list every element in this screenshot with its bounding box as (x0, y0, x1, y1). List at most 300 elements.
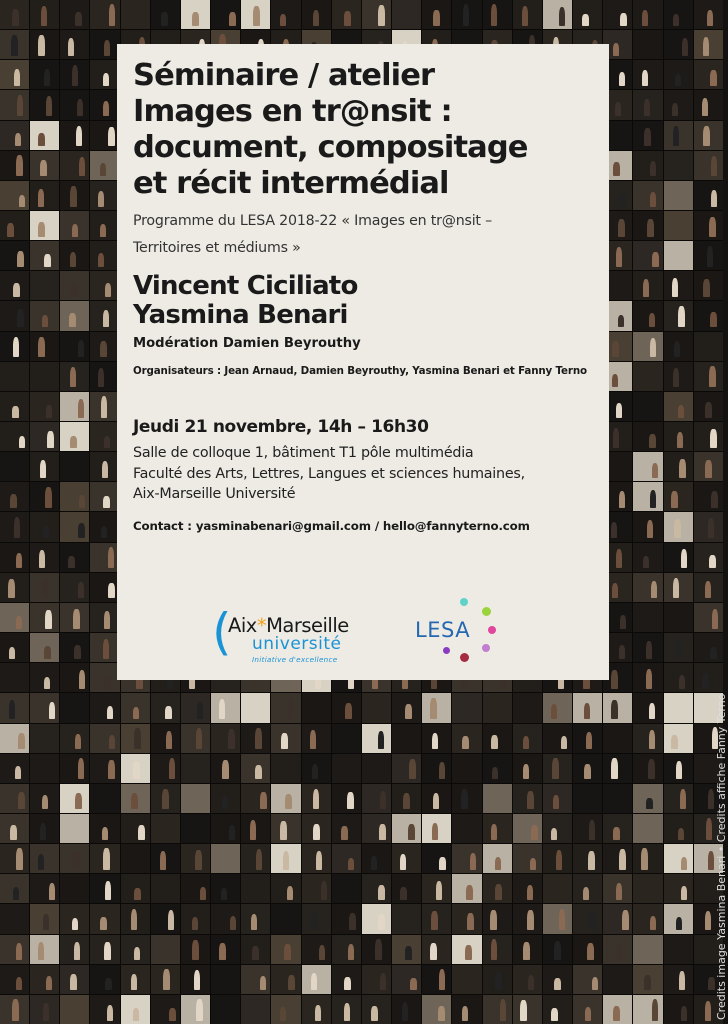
figure-silhouette (646, 641, 652, 659)
figure-silhouette (43, 1003, 49, 1021)
figure-silhouette (7, 223, 13, 236)
figure-silhouette (613, 1006, 619, 1021)
mosaic-photo-tile (664, 452, 693, 481)
figure-silhouette (78, 340, 84, 357)
figure-silhouette (378, 731, 384, 749)
mosaic-photo-tile (362, 965, 391, 994)
mosaic-photo-tile (603, 995, 632, 1024)
mosaic-photo-tile (121, 904, 150, 933)
mosaic-photo-tile (603, 874, 632, 903)
mosaic-photo-tile (302, 693, 331, 722)
mosaic-photo-tile (513, 784, 542, 813)
figure-silhouette (19, 436, 25, 448)
mosaic-photo-tile (633, 633, 662, 662)
mosaic-photo-tile (633, 543, 662, 572)
figure-silhouette (134, 888, 140, 900)
figure-silhouette (9, 700, 15, 719)
mosaic-photo-tile (241, 0, 270, 29)
mosaic-photo-tile (543, 693, 572, 722)
aix-marseille-universite-logo (212, 603, 372, 668)
mosaic-photo-tile (392, 693, 421, 722)
mosaic-photo-tile (0, 392, 29, 421)
mosaic-photo-tile (362, 814, 391, 843)
figure-silhouette (12, 9, 18, 26)
mosaic-photo-tile (0, 633, 29, 662)
mosaic-photo-tile (30, 332, 59, 361)
figure-silhouette (321, 881, 327, 900)
mosaic-photo-tile (543, 874, 572, 903)
mosaic-photo-tile (633, 724, 662, 753)
figure-silhouette (616, 883, 622, 900)
mosaic-photo-tile (121, 965, 150, 994)
mosaic-photo-tile (211, 784, 240, 813)
mosaic-photo-tile (60, 362, 89, 391)
figure-silhouette (462, 1006, 468, 1020)
figure-silhouette (103, 101, 109, 117)
poster-title (133, 58, 593, 202)
mosaic-photo-tile (90, 0, 119, 29)
figure-silhouette (133, 707, 139, 719)
mosaic-photo-tile (90, 181, 119, 210)
figure-silhouette (553, 795, 559, 809)
figure-silhouette (646, 798, 652, 810)
figure-silhouette (341, 826, 347, 839)
mosaic-photo-tile (362, 784, 391, 813)
figure-silhouette (703, 126, 709, 146)
figure-silhouette (70, 367, 76, 387)
mosaic-photo-tile (664, 814, 693, 843)
figure-silhouette (72, 65, 78, 86)
mosaic-photo-tile (241, 693, 270, 722)
figure-silhouette (652, 999, 658, 1020)
mosaic-photo-tile (422, 814, 451, 843)
figure-silhouette (103, 310, 109, 327)
figure-silhouette (612, 583, 618, 599)
mosaic-photo-tile (90, 693, 119, 722)
mosaic-photo-tile (603, 724, 632, 753)
figure-silhouette (75, 12, 81, 25)
figure-silhouette (44, 254, 50, 267)
mosaic-photo-tile (30, 784, 59, 813)
figure-silhouette (44, 646, 50, 659)
figure-silhouette (432, 733, 438, 750)
mosaic-photo-tile (211, 965, 240, 994)
figure-silhouette (100, 341, 106, 357)
figure-silhouette (618, 315, 624, 327)
mosaic-photo-tile (332, 814, 361, 843)
figure-silhouette (551, 828, 557, 840)
mosaic-photo-tile (543, 844, 572, 873)
mosaic-photo-tile (90, 844, 119, 873)
mosaic-photo-tile (90, 965, 119, 994)
mosaic-photo-tile (633, 844, 662, 873)
mosaic-photo-tile (60, 844, 89, 873)
figure-silhouette (592, 977, 598, 991)
figure-silhouette (133, 761, 139, 779)
mosaic-photo-tile (60, 724, 89, 753)
mosaic-photo-tile (573, 0, 602, 29)
lesa-dot-icon (482, 607, 491, 616)
mosaic-photo-tile (633, 512, 662, 541)
mosaic-photo-tile (573, 904, 602, 933)
figure-silhouette (71, 283, 77, 297)
figure-silhouette (559, 7, 565, 26)
figure-silhouette (673, 578, 679, 599)
mosaic-photo-tile (0, 754, 29, 783)
mosaic-photo-tile (633, 814, 662, 843)
figure-silhouette (78, 582, 84, 599)
mosaic-photo-tile (271, 874, 300, 903)
mosaic-photo-tile (332, 874, 361, 903)
figure-silhouette (616, 943, 622, 960)
figure-silhouette (431, 911, 437, 930)
mosaic-photo-tile (694, 60, 723, 89)
figure-silhouette (76, 126, 82, 147)
figure-silhouette (78, 523, 84, 538)
mosaic-photo-tile (633, 90, 662, 119)
figure-silhouette (375, 939, 381, 960)
figure-silhouette (491, 824, 497, 839)
figure-silhouette (45, 610, 51, 629)
figure-silhouette (17, 309, 23, 327)
figure-silhouette (196, 728, 202, 749)
mosaic-photo-tile (60, 392, 89, 421)
figure-silhouette (559, 909, 565, 930)
figure-silhouette (705, 911, 711, 931)
figure-silhouette (405, 704, 411, 719)
amu-universite: université (252, 634, 342, 654)
credits-text: Credits image Yasmina Benari • Credits affiche Fanny Terno (715, 693, 728, 1020)
mosaic-photo-tile (0, 60, 29, 89)
mosaic-photo-tile (694, 663, 723, 692)
figure-silhouette (70, 186, 76, 207)
figure-silhouette (681, 549, 687, 568)
mosaic-photo-tile (543, 935, 572, 964)
figure-silhouette (43, 526, 49, 538)
figure-silhouette (108, 547, 114, 568)
figure-silhouette (556, 850, 562, 870)
figure-silhouette (79, 495, 85, 508)
mosaic-photo-tile (302, 784, 331, 813)
mosaic-photo-tile (694, 90, 723, 119)
mosaic-photo-tile (271, 693, 300, 722)
figure-silhouette (466, 885, 472, 900)
mosaic-photo-tile (0, 844, 29, 873)
mosaic-photo-tile (633, 0, 662, 29)
mosaic-photo-tile (0, 995, 29, 1024)
figure-silhouette (70, 436, 76, 448)
mosaic-photo-tile (60, 965, 89, 994)
figure-silhouette (12, 406, 18, 418)
mosaic-photo-tile (0, 422, 29, 451)
figure-silhouette (288, 697, 294, 719)
mosaic-photo-tile (664, 603, 693, 632)
figure-silhouette (74, 645, 80, 659)
figure-silhouette (73, 852, 79, 870)
mosaic-photo-tile (30, 814, 59, 843)
mosaic-photo-tile (664, 211, 693, 240)
figure-silhouette (344, 1003, 350, 1021)
figure-silhouette (531, 825, 537, 840)
figure-silhouette (646, 669, 652, 688)
mosaic-photo-tile (694, 241, 723, 270)
mosaic-photo-tile (694, 211, 723, 240)
mosaic-photo-tile (302, 995, 331, 1024)
mosaic-photo-tile (30, 181, 59, 210)
figure-silhouette (678, 405, 684, 418)
figure-silhouette (100, 163, 106, 176)
mosaic-photo-tile (0, 271, 29, 300)
figure-silhouette (681, 886, 687, 900)
mosaic-photo-tile (60, 90, 89, 119)
figure-silhouette (313, 789, 319, 810)
mosaic-photo-tile (211, 0, 240, 29)
figure-silhouette (311, 913, 317, 930)
title-line: Séminaire / atelier (133, 58, 435, 93)
mosaic-photo-tile (694, 0, 723, 29)
mosaic-photo-tile (30, 362, 59, 391)
programme-text (133, 208, 593, 262)
figure-silhouette (467, 913, 473, 930)
figure-silhouette (43, 914, 49, 930)
organisers-text: Organisateurs : Jean Arnaud, Damien Beyrouthy, Yasmina Benari et Fanny Terno (133, 365, 587, 377)
mosaic-photo-tile (694, 332, 723, 361)
mosaic-photo-tile (694, 181, 723, 210)
mosaic-photo-tile (0, 181, 29, 210)
figure-silhouette (671, 491, 677, 508)
mosaic-photo-tile (664, 271, 693, 300)
figure-silhouette (194, 970, 200, 990)
figure-silhouette (280, 1007, 286, 1021)
mosaic-photo-tile (30, 633, 59, 662)
figure-silhouette (102, 827, 108, 839)
mosaic-photo-tile (90, 814, 119, 843)
mosaic-photo-tile (422, 754, 451, 783)
mosaic-photo-tile (90, 392, 119, 421)
figure-silhouette (102, 461, 108, 478)
mosaic-photo-tile (543, 724, 572, 753)
mosaic-photo-tile (181, 724, 210, 753)
mosaic-photo-tile (90, 995, 119, 1024)
figure-silhouette (675, 74, 681, 86)
mosaic-photo-tile (422, 874, 451, 903)
amu-name-left: Aix (228, 614, 257, 637)
figure-silhouette (649, 434, 655, 448)
lesa-dot-icon (460, 598, 468, 606)
mosaic-photo-tile (603, 754, 632, 783)
figure-silhouette (103, 73, 109, 86)
mosaic-photo-tile (0, 573, 29, 602)
figure-silhouette (678, 828, 684, 840)
figure-silhouette (707, 246, 713, 267)
figure-silhouette (673, 368, 679, 387)
mosaic-photo-tile (30, 0, 59, 29)
mosaic-photo-tile (241, 995, 270, 1024)
figure-silhouette (104, 40, 110, 56)
figure-silhouette (255, 765, 261, 779)
mosaic-photo-tile (573, 814, 602, 843)
figure-silhouette (615, 102, 621, 116)
mosaic-photo-tile (633, 60, 662, 89)
mosaic-photo-tile (30, 392, 59, 421)
mosaic-photo-tile (362, 935, 391, 964)
figure-silhouette (42, 795, 48, 810)
figure-silhouette (105, 283, 111, 297)
mosaic-photo-tile (513, 965, 542, 994)
figure-silhouette (131, 793, 137, 810)
figure-silhouette (650, 338, 656, 357)
mosaic-photo-tile (332, 844, 361, 873)
figure-silhouette (649, 730, 655, 749)
mosaic-photo-tile (0, 0, 29, 29)
mosaic-photo-tile (211, 995, 240, 1024)
mosaic-photo-tile (332, 784, 361, 813)
figure-silhouette (613, 827, 619, 839)
mosaic-photo-tile (633, 693, 662, 722)
mosaic-photo-tile (422, 724, 451, 753)
figure-silhouette (703, 279, 709, 297)
figure-silhouette (551, 1008, 557, 1021)
mosaic-photo-tile (30, 603, 59, 632)
venue-line: Salle de colloque 1, bâtiment T1 pôle multimédia (133, 445, 474, 461)
mosaic-photo-tile (664, 332, 693, 361)
mosaic-photo-tile (664, 784, 693, 813)
mosaic-photo-tile (151, 693, 180, 722)
mosaic-photo-tile (633, 271, 662, 300)
figure-silhouette (463, 4, 469, 25)
mosaic-photo-tile (90, 573, 119, 602)
figure-silhouette (107, 706, 113, 719)
mosaic-photo-tile (422, 995, 451, 1024)
figure-silhouette (103, 848, 109, 869)
mosaic-photo-tile (60, 543, 89, 572)
figure-silhouette (41, 6, 47, 26)
figure-silhouette (650, 490, 656, 508)
mosaic-photo-tile (181, 935, 210, 964)
mosaic-photo-tile (422, 784, 451, 813)
figure-silhouette (78, 399, 84, 417)
mosaic-photo-tile (483, 904, 512, 933)
figure-silhouette (39, 550, 45, 568)
figure-silhouette (711, 190, 717, 207)
figure-silhouette (192, 917, 198, 930)
mosaic-photo-tile (30, 874, 59, 903)
figure-silhouette (104, 611, 110, 628)
mosaic-photo-tile (603, 904, 632, 933)
figure-silhouette (710, 647, 716, 659)
mosaic-photo-tile (60, 241, 89, 270)
mosaic-photo-tile (302, 0, 331, 29)
mosaic-photo-tile (121, 784, 150, 813)
mosaic-photo-tile (633, 482, 662, 511)
figure-silhouette (250, 820, 256, 839)
figure-silhouette (584, 764, 590, 780)
mosaic-photo-tile (392, 935, 421, 964)
figure-silhouette (349, 913, 355, 930)
mosaic-photo-tile (211, 693, 240, 722)
figure-silhouette (709, 366, 715, 388)
mosaic-photo-tile (362, 874, 391, 903)
figure-silhouette (69, 313, 75, 327)
figure-silhouette (709, 555, 715, 568)
figure-silhouette (672, 103, 678, 116)
mosaic-photo-tile (90, 362, 119, 391)
info-panel (117, 44, 609, 680)
mosaic-photo-tile (664, 904, 693, 933)
figure-silhouette (461, 789, 467, 809)
mosaic-photo-tile (422, 844, 451, 873)
figure-silhouette (79, 157, 85, 176)
mosaic-photo-tile (121, 814, 150, 843)
mosaic-photo-tile (664, 482, 693, 511)
mosaic-photo-tile (603, 844, 632, 873)
mosaic-photo-tile (30, 663, 59, 692)
mosaic-photo-tile (302, 724, 331, 753)
mosaic-photo-tile (633, 30, 662, 59)
mosaic-photo-tile (694, 573, 723, 602)
mosaic-photo-tile (271, 814, 300, 843)
mosaic-photo-tile (422, 935, 451, 964)
mosaic-photo-tile (60, 633, 89, 662)
mosaic-photo-tile (30, 241, 59, 270)
figure-silhouette (643, 279, 649, 297)
figure-silhouette (371, 856, 377, 870)
figure-silhouette (74, 942, 80, 960)
figure-silhouette (16, 616, 22, 629)
figure-silhouette (523, 764, 529, 779)
mosaic-photo-tile (603, 693, 632, 722)
figure-silhouette (702, 98, 708, 116)
figure-silhouette (196, 999, 202, 1020)
mosaic-photo-tile (664, 301, 693, 330)
figure-silhouette (101, 526, 107, 538)
mosaic-photo-tile (121, 844, 150, 873)
figure-silhouette (16, 848, 22, 869)
mosaic-photo-tile (332, 754, 361, 783)
mosaic-photo-tile (30, 422, 59, 451)
mosaic-photo-tile (302, 874, 331, 903)
mosaic-photo-tile (90, 663, 119, 692)
figure-silhouette (492, 767, 498, 780)
figure-silhouette (527, 885, 533, 900)
figure-silhouette (109, 4, 115, 26)
figure-silhouette (676, 917, 682, 930)
mosaic-photo-tile (392, 814, 421, 843)
mosaic-photo-tile (90, 211, 119, 240)
mosaic-photo-tile (392, 844, 421, 873)
mosaic-photo-tile (362, 754, 391, 783)
figure-silhouette (642, 10, 648, 25)
figure-silhouette (10, 825, 16, 839)
figure-silhouette (681, 1006, 687, 1020)
mosaic-photo-tile (513, 935, 542, 964)
mosaic-photo-tile (241, 784, 270, 813)
mosaic-photo-tile (664, 995, 693, 1024)
figure-silhouette (161, 12, 167, 25)
mosaic-photo-tile (452, 935, 481, 964)
figure-silhouette (400, 887, 406, 900)
figure-silhouette (134, 947, 140, 960)
mosaic-photo-tile (60, 754, 89, 783)
figure-silhouette (380, 791, 386, 809)
mosaic-photo-tile (30, 904, 59, 933)
mosaic-photo-tile (241, 724, 270, 753)
mosaic-photo-tile (90, 874, 119, 903)
speaker-name: Vincent Ciciliato (133, 271, 358, 301)
figure-silhouette (430, 698, 436, 719)
mosaic-photo-tile (0, 121, 29, 150)
figure-silhouette (611, 522, 617, 538)
